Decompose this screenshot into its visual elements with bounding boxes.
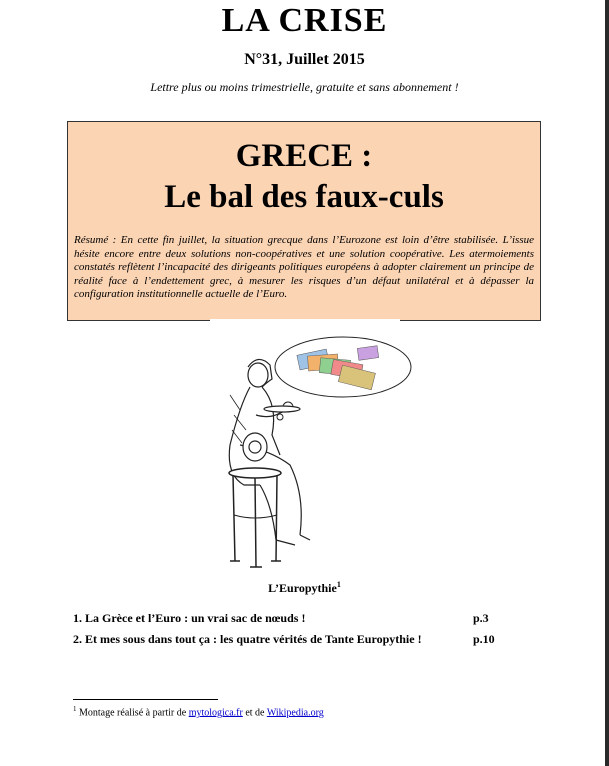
toc-item-page: p.10: [473, 632, 495, 646]
caption-text: L’Europythie: [268, 581, 337, 595]
issue-number: N°31, Juillet 2015: [244, 51, 365, 68]
toc-item[interactable]: [73, 632, 503, 647]
headline-box: [67, 121, 541, 321]
footnote-text-between: et de: [245, 707, 265, 719]
footnote-divider: [73, 699, 218, 700]
toc-item-title[interactable]: 2. Et mes sous dans tout ça : les quatre vérités de Tante Europythie !: [73, 632, 422, 646]
tagline: Lettre plus ou moins trimestrielle, gratuite et sans abonnement !: [150, 80, 459, 94]
toc-item-title[interactable]: 1. La Grèce et l’Euro : un vrai sac de nœuds !: [73, 611, 306, 625]
caption-footnote-ref[interactable]: 1: [336, 580, 341, 589]
toc-item[interactable]: [73, 611, 503, 626]
wikipedia-link[interactable]: Wikipedia.org: [266, 707, 324, 719]
headline-subtitle: Le bal des faux-culs: [164, 179, 444, 215]
summary-text: Résumé : En cette fin juillet, la situation grecque dans l’Eurozone est loin d’être stabilisée. L’issue hésite encore entre deux solutions non-coopératives et une solution coopérative. Les atermoiements constatés reflètent l’incapacité des dirigeants politiques européens à adopter clairement un principe de réalité face à l’endettement grec, à mesurer les risques d’un défaut unilatéral et à dépasser la configuration institutionnelle actuelle de l’Euro.: [74, 234, 534, 301]
footnote-text: Montage réalisé à partir de: [79, 707, 187, 719]
europythia-illustration: [200, 335, 415, 575]
toc-item-page: p.3: [473, 611, 489, 625]
footnote: [73, 705, 324, 718]
masthead-title: LA CRISE: [221, 2, 388, 39]
box-gap: [210, 319, 400, 323]
headline-title: GRECE :: [235, 138, 373, 174]
footnote-number: 1: [73, 705, 77, 713]
tripod-stool: [229, 468, 281, 567]
figure-caption: [0, 580, 609, 596]
page-edge: [605, 0, 609, 766]
mytologica-link[interactable]: mytologica.fr: [188, 707, 243, 719]
